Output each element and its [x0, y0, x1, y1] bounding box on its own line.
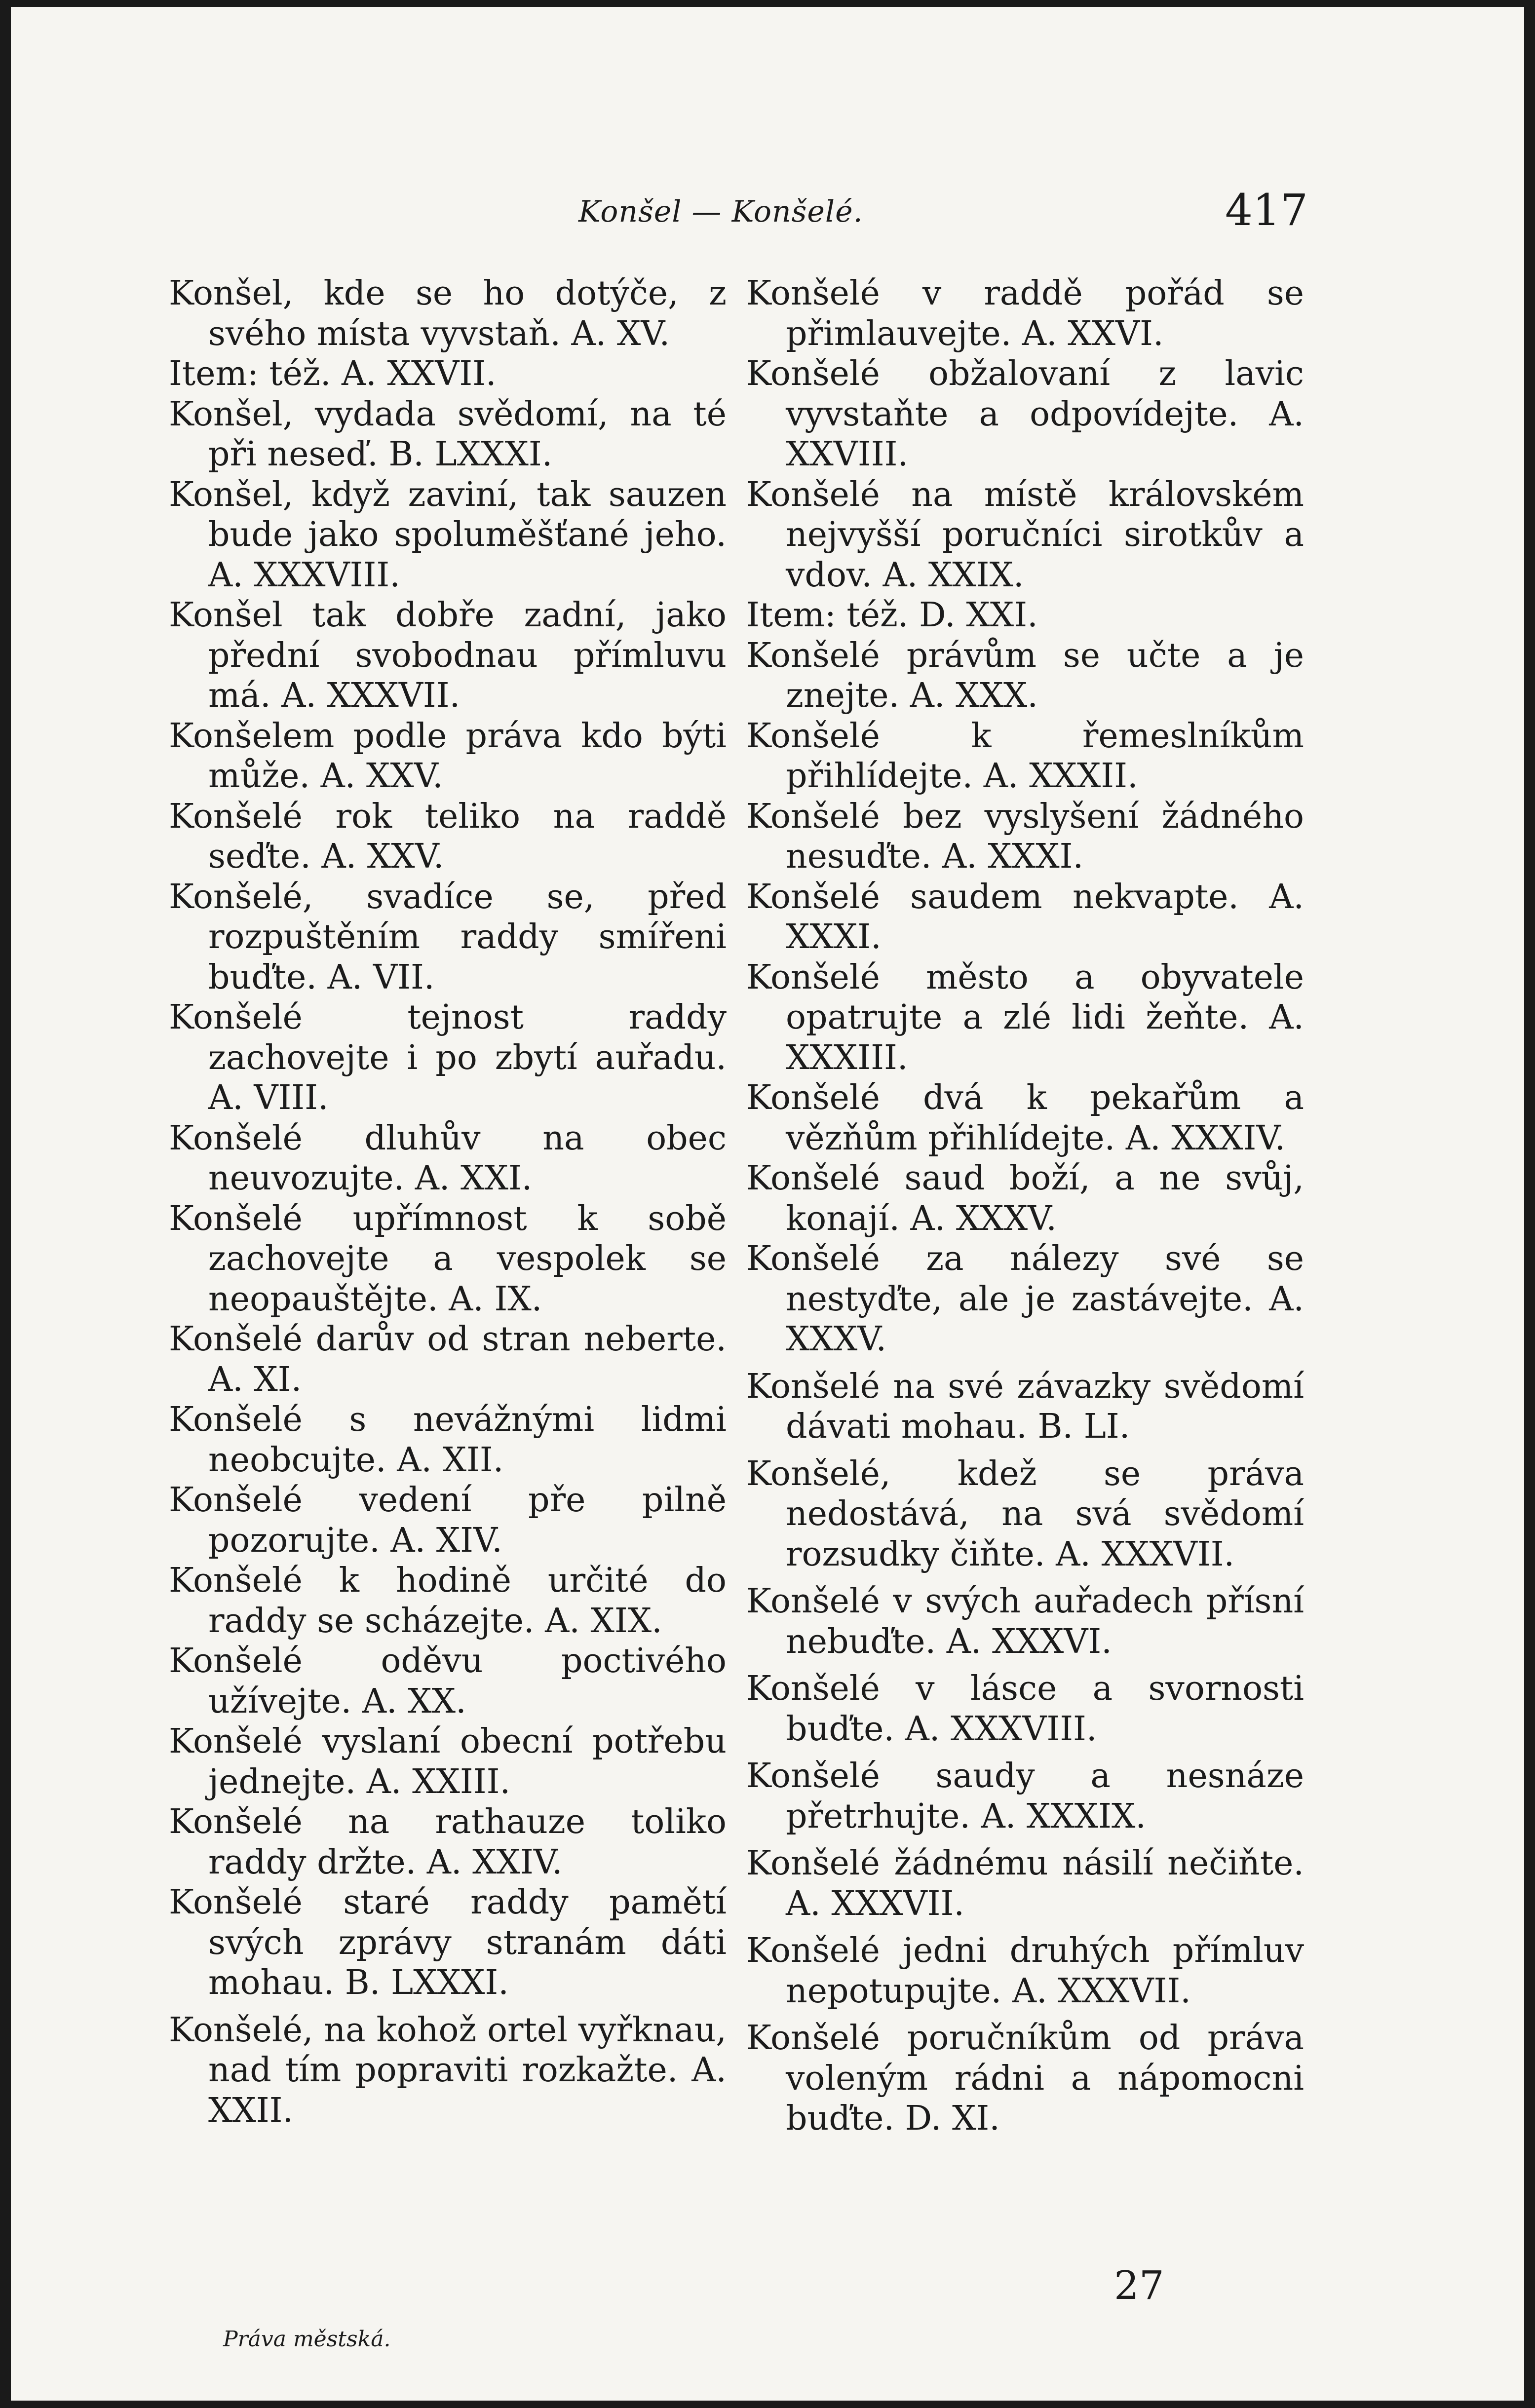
- index-entry: Konšelé v lásce a svornosti buďte. A. XXXVIII.: [746, 1669, 1304, 1749]
- index-entry: Konšelé město a obyvatele opatrujte a zlé lidi žeňte. A. XXXIII.: [746, 957, 1304, 1077]
- index-entry: Konšelé saudy a nesnáze přetrhujte. A. XXXIX.: [746, 1757, 1304, 1836]
- index-entry: Konšelé rok teliko na raddě seďte. A. XXV.: [169, 797, 727, 876]
- page-number: 417: [1225, 185, 1308, 235]
- index-entry: Konšelé jedni druhých přímluv nepotupujte. A. XXXVII.: [746, 1931, 1304, 2011]
- index-entry: Konšelé na místě královském nejvyšší poručníci sirotkův a vdov. A. XXIX.: [746, 475, 1304, 595]
- index-entry: Konšelé, kdež se práva nedostává, na svá svědomí rozsudky čiňte. A. XXXVII.: [746, 1454, 1304, 1574]
- right-column: [746, 273, 1304, 2139]
- index-entry: Konšelé v svých auřadech přísní nebuďte. A. XXXVI.: [746, 1582, 1304, 1661]
- index-entry: Konšelé dvá k pekařům a vězňům přihlídejte. A. XXXIV.: [746, 1078, 1304, 1158]
- index-entry: Konšel, když zaviní, tak sauzen bude jako spoluměšťané jeho. A. XXXVIII.: [169, 475, 727, 595]
- index-entry: Konšelé poručníkům od práva voleným rádni a nápomocni buďte. D. XI.: [746, 2019, 1304, 2138]
- sheet-number: 27: [1114, 2262, 1164, 2308]
- index-entry: Konšelem podle práva kdo býti může. A. XXV.: [169, 716, 727, 796]
- index-entry: Konšelé k hodině určité do raddy se scházejte. A. XIX.: [169, 1561, 727, 1641]
- index-entry: Konšelé na své závazky svědomí dávati mohau. B. LI.: [746, 1367, 1304, 1446]
- index-entry: Konšelé dluhův na obec neuvozujte. A. XXI.: [169, 1118, 727, 1198]
- index-entry: Konšelé za nálezy své se nestyďte, ale je zastávejte. A. XXXV.: [746, 1239, 1304, 1359]
- index-entry: Item: též. D. XXI.: [746, 596, 1038, 635]
- page: [11, 7, 1524, 2401]
- index-entry: Konšelé vedení pře pilně pozorujte. A. XIV.: [169, 1481, 727, 1560]
- index-entry: Konšelé s nevážnými lidmi neobcujte. A. XII.: [169, 1400, 727, 1480]
- index-entry: Konšelé staré raddy pamětí svých zprávy stranám dáti mohau. B. LXXXI.: [169, 1883, 727, 2002]
- index-entry: Konšelé právům se učte a je znejte. A. XXX.: [746, 636, 1304, 715]
- index-entry: Konšelé tejnost raddy zachovejte i po zbytí auřadu. A. VIII.: [169, 998, 727, 1117]
- index-entry: Item: též. A. XXVII.: [169, 354, 497, 393]
- index-entry: Konšelé v raddě pořád se přimlauvejte. A. XXVI.: [746, 274, 1304, 353]
- index-entry: Konšel tak dobře zadní, jako přední svobodnau přímluvu má. A. XXXVII.: [169, 596, 727, 715]
- index-entry: Konšelé, svadíce se, před rozpuštěním raddy smířeni buďte. A. VII.: [169, 877, 727, 997]
- index-entry: Konšelé vyslaní obecní potřebu jednejte. A. XXIII.: [169, 1722, 727, 1801]
- index-entry: Konšelé žádnému násilí nečiňte. A. XXXVII.: [746, 1844, 1304, 1923]
- index-entry: Konšel, vydada svědomí, na té při neseď. B. LXXXI.: [169, 394, 727, 474]
- index-entry: Konšelé na rathauze toliko raddy držte. A. XXIV.: [169, 1802, 727, 1882]
- left-column: [169, 273, 727, 2131]
- index-entry: Konšelé oděvu poctivého užívejte. A. XX.: [169, 1642, 727, 1721]
- index-entry: Konšelé k řemeslníkům přihlídejte. A. XXXII.: [746, 716, 1304, 796]
- index-entry: Konšelé upřímnost k sobě zachovejte a vespolek se neopauštějte. A. IX.: [169, 1199, 727, 1319]
- index-entry: Konšelé saud boží, a ne svůj, konají. A. XXXV.: [746, 1159, 1304, 1238]
- index-entry: Konšelé darův od stran neberte. A. XI.: [169, 1320, 727, 1399]
- running-head: Konšel — Konšelé.: [578, 194, 863, 229]
- page-header: [11, 185, 1524, 239]
- footer-signature: Práva městská.: [223, 2327, 391, 2352]
- index-entry: Konšelé, na kohož ortel vyřknau, nad tím popraviti rozkažte. A. XXII.: [169, 2010, 727, 2130]
- index-entry: Konšelé bez vyslyšení žádného nesuďte. A. XXXI.: [746, 797, 1304, 876]
- index-entry: Konšelé obžalovaní z lavic vyvstaňte a odpovídejte. A. XXVIII.: [746, 354, 1304, 474]
- index-entry: Konšelé saudem nekvapte. A. XXXI.: [746, 877, 1304, 956]
- index-entry: Konšel, kde se ho dotýče, z svého místa vyvstaň. A. XV.: [169, 274, 727, 353]
